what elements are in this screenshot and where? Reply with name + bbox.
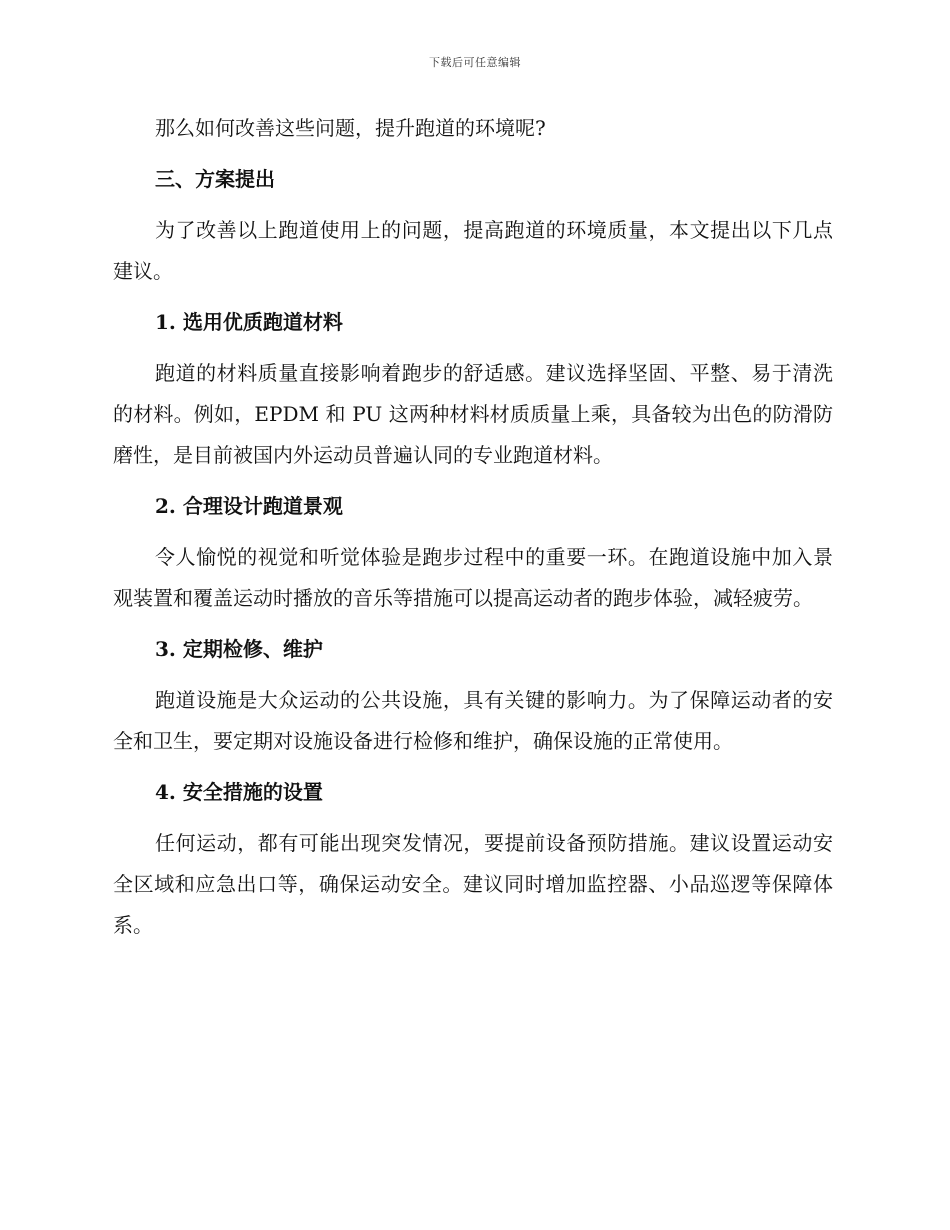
item-3-heading: 3. 定期检修、维护 (155, 637, 323, 661)
item-4-paragraph: 任何运动，都有可能出现突发情况，要提前设备预防措施。建议设置运动安全区域和应急出口等，确保运动安全。建议同时增加监控器、小品巡逻等保障体系。 (113, 831, 833, 937)
section-title: 三、方案提出 (155, 167, 275, 191)
page-header: 下载后可任意编辑 (429, 56, 521, 69)
item-2-heading: 2. 合理设计跑道景观 (155, 494, 343, 518)
item-2-paragraph: 令人愉悦的视觉和听觉体验是跑步过程中的重要一环。在跑道设施中加入景观装置和覆盖运动时播放的音乐等措施可以提高运动者的跑步体验，减轻疲劳。 (113, 545, 833, 610)
item-4-heading: 4. 安全措施的设置 (155, 780, 323, 804)
item-3-paragraph: 跑道设施是大众运动的公共设施，具有关键的影响力。为了保障运动者的安全和卫生，要定期对设施设备进行检修和维护，确保设施的正常使用。 (113, 688, 833, 753)
item-1-heading: 1. 选用优质跑道材料 (155, 310, 343, 334)
document-body (113, 108, 833, 956)
item-1-paragraph: 跑道的材料质量直接影响着跑步的舒适感。建议选择坚固、平整、易于清洗的材料。例如，EPDM 和 PU 这两种材料材质质量上乘，具备较为出色的防滑防磨性，是目前被国内外运动员普遍认同的专业跑道材料。 (113, 361, 833, 467)
intro-question-paragraph: 那么如何改善这些问题，提升跑道的环境呢? (155, 116, 546, 140)
section-intro-paragraph: 为了改善以上跑道使用上的问题，提高跑道的环境质量，本文提出以下几点建议。 (113, 218, 833, 283)
